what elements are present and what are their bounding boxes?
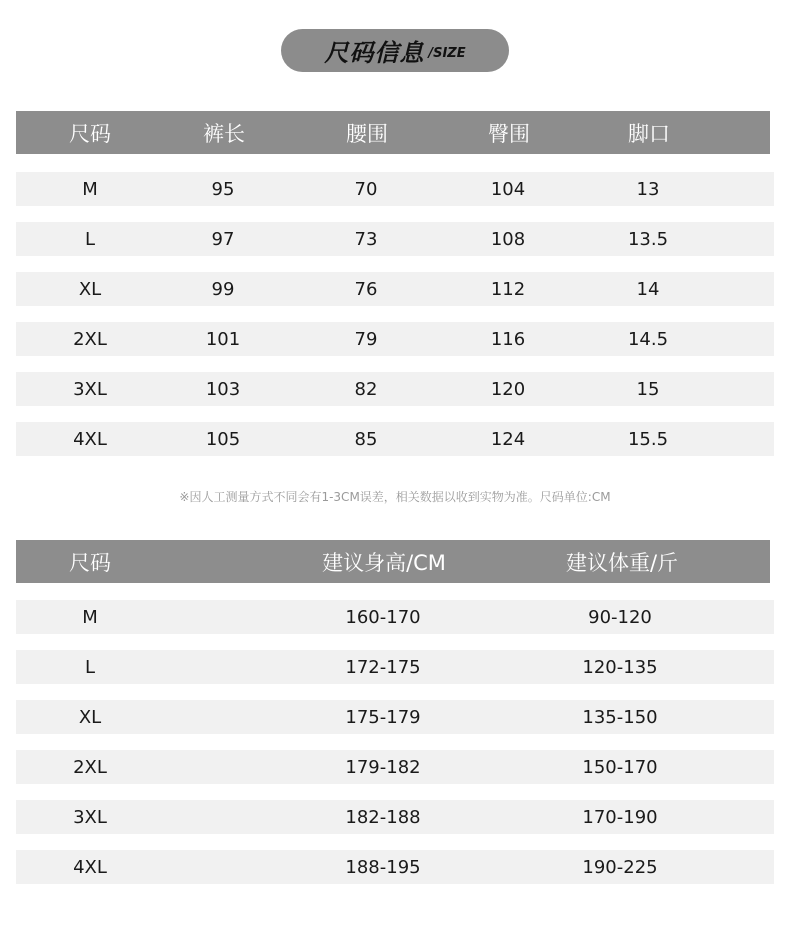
- table-cell: 2XL: [73, 756, 107, 778]
- table-cell: 82: [354, 378, 378, 400]
- table-cell: 124: [490, 428, 526, 450]
- table-cell: 76: [354, 278, 378, 300]
- recommendation-table-header: [16, 540, 770, 583]
- table-cell: 2XL: [73, 328, 107, 350]
- table-cell: XL: [78, 278, 102, 300]
- table-cell: 172-175: [345, 656, 421, 678]
- table-cell: 15: [636, 378, 660, 400]
- table-cell: 95: [211, 178, 235, 200]
- table-cell: 190-225: [582, 856, 658, 878]
- table-cell: 97: [211, 228, 235, 250]
- table-cell: 79: [354, 328, 378, 350]
- table-cell: 14: [636, 278, 660, 300]
- table-cell: 150-170: [582, 756, 658, 778]
- table-cell: 112: [490, 278, 526, 300]
- size-info-title: [281, 29, 509, 72]
- table-cell: 108: [490, 228, 526, 250]
- table-cell: 160-170: [345, 606, 421, 628]
- table-cell: 85: [354, 428, 378, 450]
- table-cell: 182-188: [345, 806, 421, 828]
- table-row: [16, 372, 774, 406]
- table-row: [16, 850, 774, 884]
- table-cell: 120-135: [582, 656, 658, 678]
- table-cell: 175-179: [345, 706, 421, 728]
- table-row: [16, 322, 774, 356]
- table-cell: 116: [490, 328, 526, 350]
- table-cell: XL: [78, 706, 102, 728]
- table-cell: 4XL: [73, 428, 107, 450]
- table-cell: 105: [205, 428, 241, 450]
- table-cell: M: [82, 606, 98, 628]
- table-cell: 99: [211, 278, 235, 300]
- table-cell: 73: [354, 228, 378, 250]
- table-row: [16, 800, 774, 834]
- table-cell: 135-150: [582, 706, 658, 728]
- table-cell: 188-195: [345, 856, 421, 878]
- header-cell: 臀围: [488, 121, 530, 146]
- table-row: [16, 750, 774, 784]
- table-row: [16, 422, 774, 456]
- table-cell: 15.5: [627, 428, 669, 450]
- table-cell: 3XL: [73, 806, 107, 828]
- table-cell: 13: [636, 178, 660, 200]
- table-cell: 179-182: [345, 756, 421, 778]
- table-row: [16, 272, 774, 306]
- table-cell: 13.5: [627, 228, 669, 250]
- table-cell: 3XL: [73, 378, 107, 400]
- table-cell: M: [82, 178, 98, 200]
- table-cell: 14.5: [627, 328, 669, 350]
- table-cell: L: [84, 228, 96, 250]
- table-cell: 70: [354, 178, 378, 200]
- table-cell: 120: [490, 378, 526, 400]
- title-sub: /SIZE: [428, 46, 466, 61]
- table-row: [16, 222, 774, 256]
- header-cell: 尺码: [69, 121, 111, 146]
- table-row: [16, 700, 774, 734]
- table-cell: 90-120: [588, 606, 652, 628]
- table-row: [16, 650, 774, 684]
- header-cell: 腰围: [346, 121, 388, 146]
- table-row: [16, 172, 774, 206]
- header-cell: 建议身高/CM: [322, 550, 446, 575]
- table-cell: 4XL: [73, 856, 107, 878]
- measurement-note: ※因人工测量方式不同会有1-3CM误差，相关数据以收到实物为准。尺码单位:CM: [179, 490, 611, 504]
- table-row: [16, 600, 774, 634]
- table-cell: L: [84, 656, 96, 678]
- header-cell: 脚口: [628, 121, 670, 146]
- table-cell: 104: [490, 178, 526, 200]
- table-cell: 170-190: [582, 806, 658, 828]
- header-cell: 裤长: [203, 121, 245, 146]
- table-cell: 101: [205, 328, 241, 350]
- header-cell: 建议体重/斤: [565, 550, 679, 575]
- title-main: 尺码信息: [324, 39, 425, 67]
- measurement-table-header: [16, 111, 770, 154]
- table-cell: 103: [205, 378, 241, 400]
- header-cell: 尺码: [69, 550, 111, 575]
